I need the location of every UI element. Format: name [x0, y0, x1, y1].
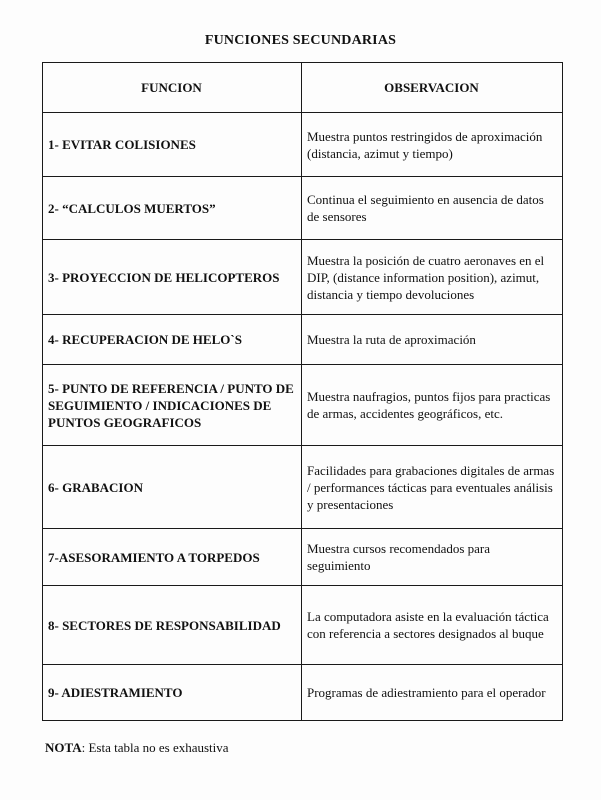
header-observacion: OBSERVACION	[302, 63, 563, 113]
functions-table	[42, 62, 563, 721]
note-label: NOTA	[45, 740, 82, 755]
row-funcion: 5- PUNTO DE REFERENCIA / PUNTO DE SEGUIMIENTO / INDICACIONES DE PUNTOS GEOGRAFICOS	[43, 365, 302, 446]
page-title: FUNCIONES SECUNDARIAS	[204, 33, 397, 48]
row-observacion: Continua el seguimiento en ausencia de datos de sensores	[302, 177, 563, 240]
row-funcion: 7-ASESORAMIENTO A TORPEDOS	[43, 529, 302, 586]
table-row	[43, 586, 563, 665]
note-text: : Esta tabla no es exhaustiva	[81, 740, 229, 755]
row-observacion: Programas de adiestramiento para el operador	[302, 665, 563, 721]
row-observacion: La computadora asiste en la evaluación táctica con referencia a sectores designados al buque	[302, 586, 563, 665]
row-observacion: Facilidades para grabaciones digitales de armas / performances tácticas para eventuales análisis y presentaciones	[302, 446, 563, 529]
table-row	[43, 113, 563, 177]
table-row	[43, 240, 563, 315]
row-funcion: 3- PROYECCION DE HELICOPTEROS	[43, 240, 302, 315]
footnote	[45, 740, 229, 756]
row-observacion: Muestra puntos restringidos de aproximación (distancia, azimut y tiempo)	[302, 113, 563, 177]
table-row	[43, 315, 563, 365]
row-observacion: Muestra la posición de cuatro aeronaves en el DIP, (distance information position), azimut, distancia y tiempo devoluciones	[302, 240, 563, 315]
header-funcion: FUNCION	[43, 63, 302, 113]
row-funcion: 8- SECTORES DE RESPONSABILIDAD	[43, 586, 302, 665]
row-funcion: 6- GRABACION	[43, 446, 302, 529]
row-funcion: 4- RECUPERACION DE HELO`S	[43, 315, 302, 365]
row-observacion: Muestra cursos recomendados para seguimiento	[302, 529, 563, 586]
row-observacion: Muestra la ruta de aproximación	[302, 315, 563, 365]
table-row	[43, 665, 563, 721]
table-row	[43, 446, 563, 529]
table-row	[43, 365, 563, 446]
row-funcion: 1- EVITAR COLISIONES	[43, 113, 302, 177]
row-observacion: Muestra naufragios, puntos fijos para practicas de armas, accidentes geográficos, etc.	[302, 365, 563, 446]
row-funcion: 2- “CALCULOS MUERTOS”	[43, 177, 302, 240]
table-row	[43, 529, 563, 586]
table-row	[43, 177, 563, 240]
row-funcion: 9- ADIESTRAMIENTO	[43, 665, 302, 721]
table-header-row	[43, 63, 563, 113]
